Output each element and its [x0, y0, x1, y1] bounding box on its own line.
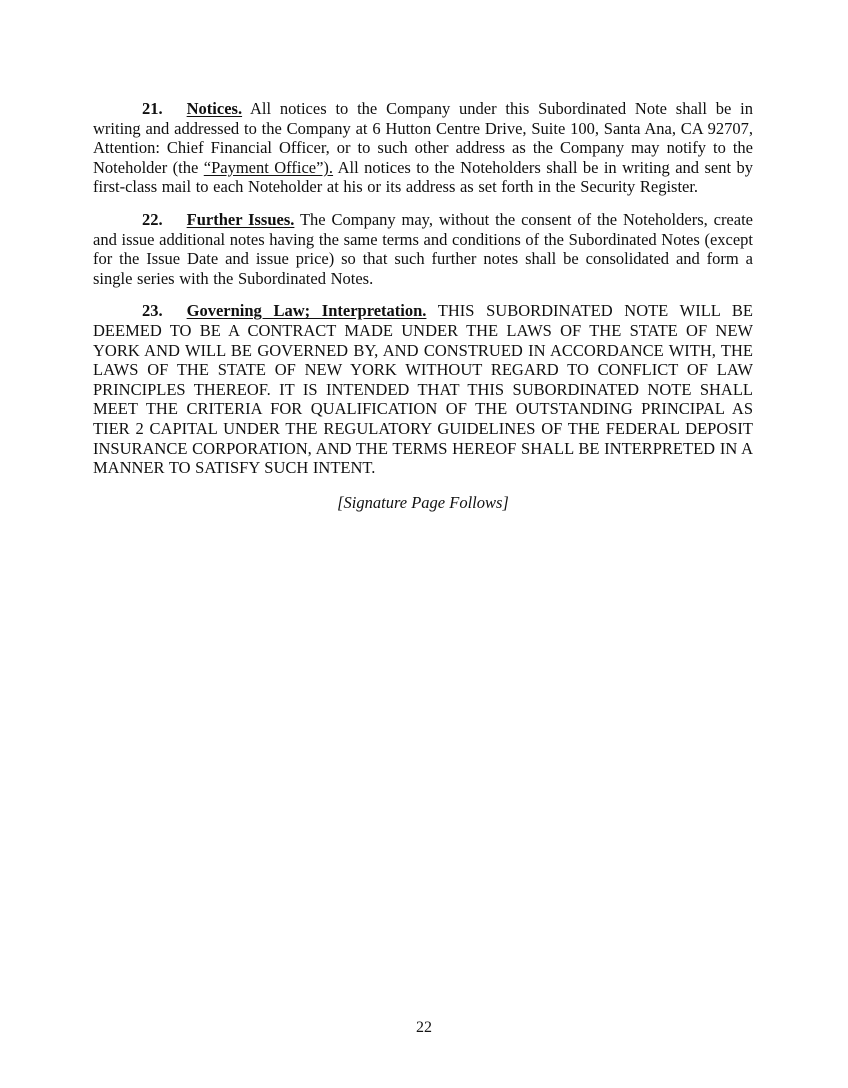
paragraph-notices: 21. Notices. All notices to the Company under this Subordinated Note shall be in writing and addressed to the Company at 6 Hutton Centre Drive, Suite 100, Santa Ana, CA 92707, Attention: Chief Financial Officer, or to such other address as the Company may notify to the Noteholder (the “Payment Office”). All notices to the Noteholders shall be in writing and sent by first-class mail to each Noteholder at his or its address as set forth in the Security Register.	[93, 99, 753, 197]
document-body	[93, 99, 753, 512]
paragraph-governing-law: 23. Governing Law; Interpretation. THIS SUBORDINATED NOTE WILL BE DEEMED TO BE A CONTRACT MADE UNDER THE LAWS OF THE STATE OF NEW YORK AND WILL BE GOVERNED BY, AND CONSTRUED IN ACCORDANCE WITH, THE LAWS OF THE STATE OF NEW YORK WITHOUT REGARD TO CONFLICT OF LAW PRINCIPLES THEREOF. IT IS INTENDED THAT THIS SUBORDINATED NOTE SHALL MEET THE CRITERIA FOR QUALIFICATION OF THE OUTSTANDING PRINCIPAL AS TIER 2 CAPITAL UNDER THE REGULATORY GUIDELINES OF THE FEDERAL DEPOSIT INSURANCE CORPORATION, AND THE TERMS HEREOF SHALL BE INTERPRETED IN A MANNER TO SATISFY SUCH INTENT.	[93, 301, 753, 478]
page-number: 22	[416, 1019, 432, 1036]
paragraph-further-issues: 22. Further Issues. The Company may, without the consent of the Noteholders, create and issue additional notes having the same terms and conditions of the Subordinated Notes (except for the Issue Date and issue price) so that such further notes shall be consolidated and form a single series with the Subordinated Notes.	[93, 209, 753, 288]
signature-page-note: [Signature Page Follows]	[337, 492, 509, 512]
